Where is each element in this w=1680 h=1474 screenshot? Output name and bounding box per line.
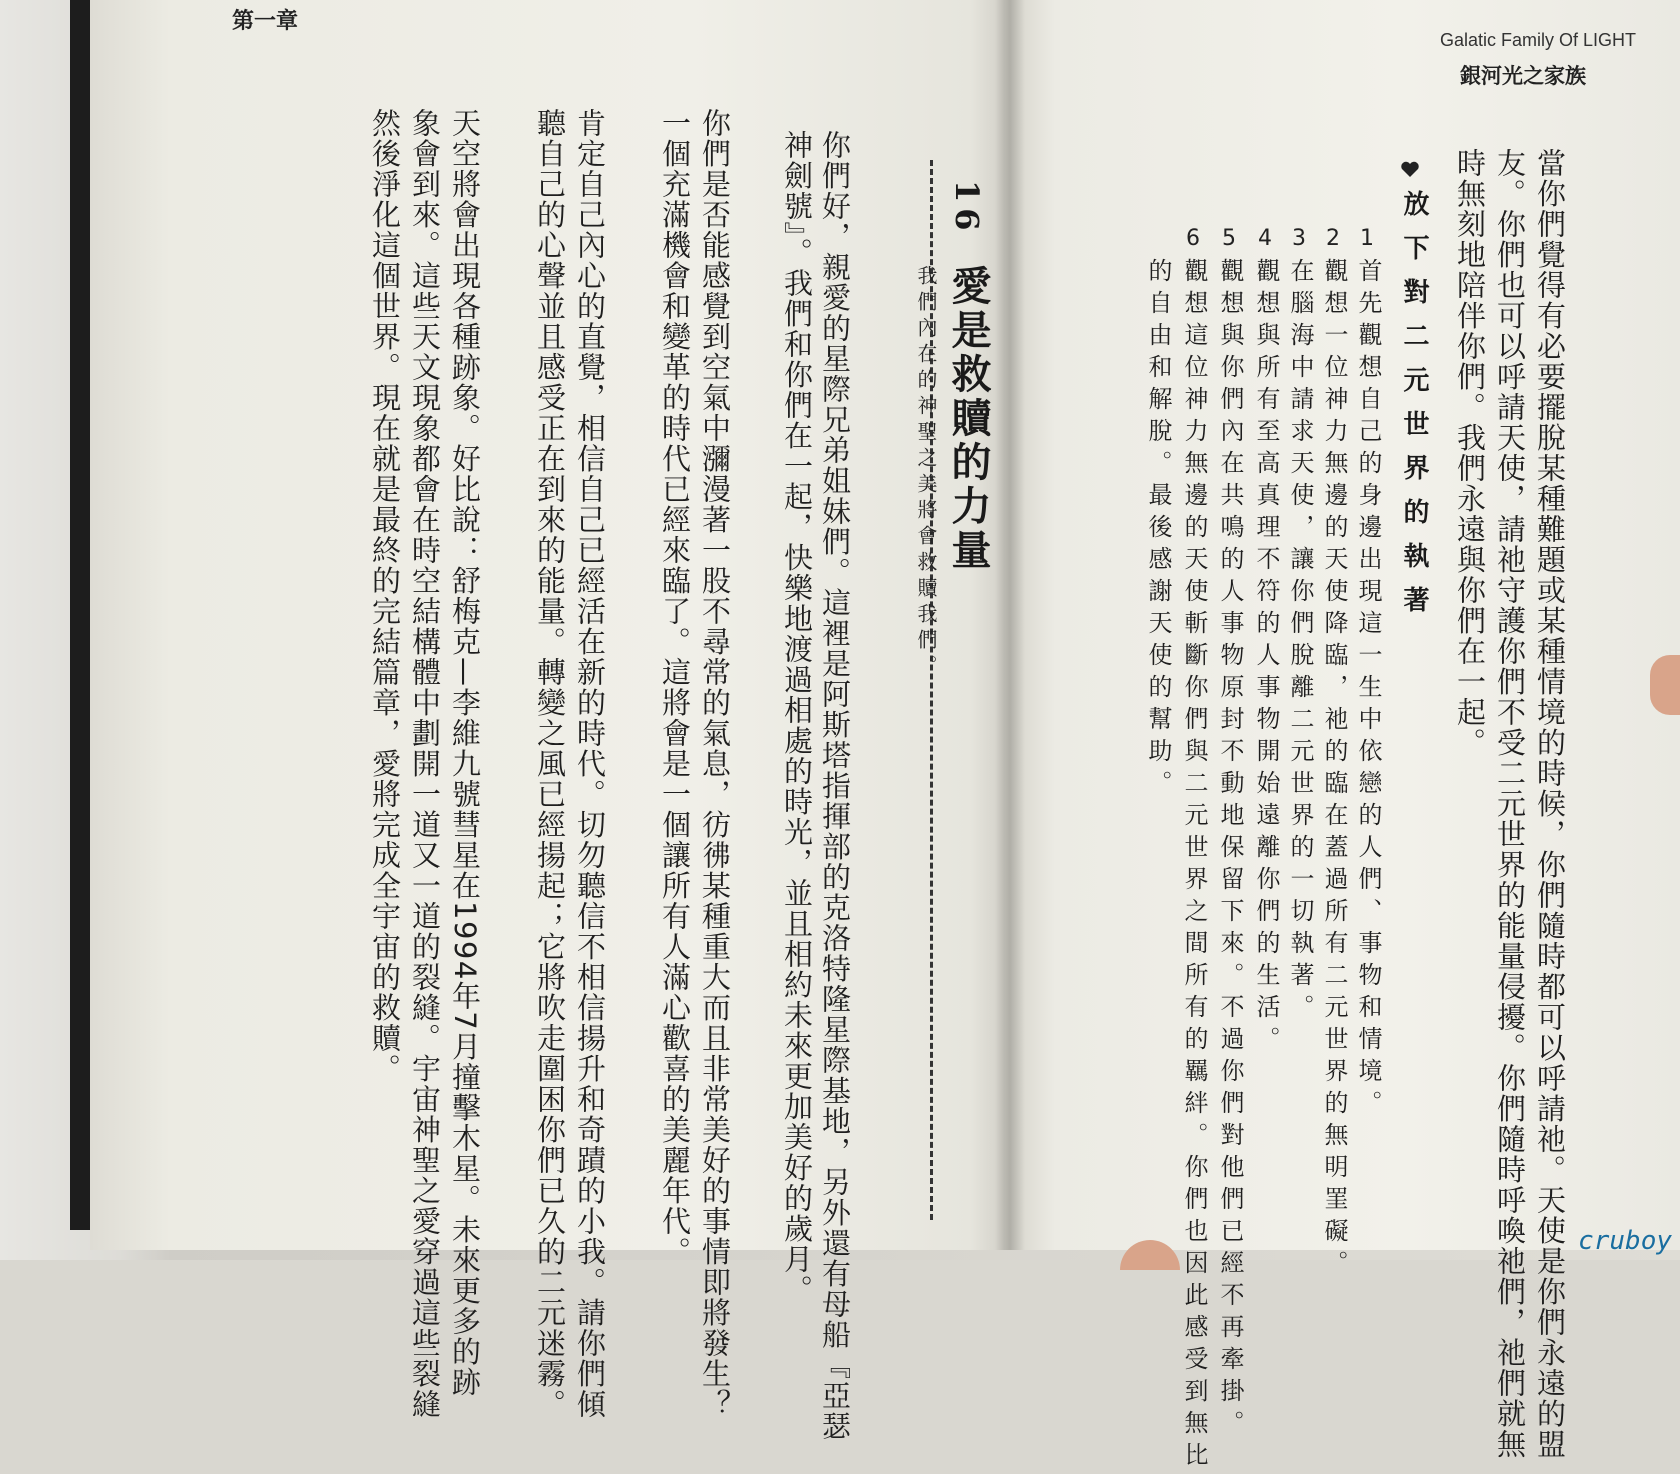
step-number-4: 4 <box>1258 226 1272 251</box>
body-column-5: 肯定自己內心的直覺，相信自己已經活在新的時代。切勿聽信不相信揚升和奇蹟的小我。請你們傾 <box>573 108 607 1420</box>
book-spread <box>90 0 1680 1250</box>
heart-icon <box>1400 160 1420 180</box>
body-column-1: 你們好，親愛的星際兄弟姐妹們。這裡是阿斯塔指揮部的克洛特隆星際基地，另外還有母船『亞瑟 <box>818 130 852 1442</box>
chapter-title: 愛是救贖的力量 <box>945 265 992 573</box>
chapter-subtitle: 我們內在的神聖之美將會救贖我們。 <box>914 265 938 681</box>
body-column-2: 神劍號』。我們和你們在一起，快樂地渡過相處的時光，並且相約未來更加美好的歲月。 <box>780 130 814 1305</box>
step-text-1: 首先觀想自己的身邊出現這一生中依戀的人們、事物和情境。 <box>1354 258 1382 1122</box>
step-number-2: 2 <box>1326 226 1340 251</box>
step-text-4: 觀想與所有至高真理不符的人事物開始遠離你們的生活。 <box>1252 258 1280 1058</box>
step-text-2: 觀想一位神力無邊的天使降臨，祂的臨在蓋過所有二元世界的無明罣礙。 <box>1320 258 1348 1282</box>
step-text-6: 觀想這位神力無邊的天使斬斷你們與二元世界之間所有的羈絆。你們也因此感受到無比 <box>1180 258 1208 1474</box>
body-column-7: 天空將會出現各種跡象。好比說：舒梅克—李維九號彗星在1994年7月撞擊木星。未來更多的跡 <box>448 108 482 1398</box>
book-cover-edge <box>70 0 92 1230</box>
section-heading: 放下對二元世界的執著 <box>1399 190 1429 630</box>
intro-column-3: 時無刻地陪伴你們。我們永遠與你們在一起。 <box>1453 148 1487 758</box>
step-number-5: 5 <box>1222 226 1236 251</box>
chapter-number: 16 <box>948 180 986 237</box>
thumb-right <box>1650 655 1680 715</box>
step-number-6: 6 <box>1186 226 1200 251</box>
watermark: cruboy <box>1578 1226 1672 1256</box>
step-number-3: 3 <box>1292 226 1306 251</box>
body-column-3: 你們是否能感覺到空氣中瀰漫著一股不尋常的氣息，彷彿某種重大而且非常美好的事情即將發生？ <box>698 108 732 1420</box>
left-page-header: 第一章 <box>232 8 299 34</box>
body-column-6: 聽自己的心聲並且感受正在到來的能量。轉變之風已經揚起；它將吹走圍困你們已久的二元迷霧。 <box>533 108 567 1420</box>
intro-column-1: 當你們覺得有必要擺脫某種難題或某種情境的時候，你們隨時都可以呼請祂。天使是你們永遠的盟 <box>1533 148 1567 1460</box>
step-text-6-continued: 的自由和解脫。最後感謝天使的幫助。 <box>1144 258 1172 802</box>
body-column-4: 一個充滿機會和變革的時代已經來臨了。這將會是一個讓所有人滿心歡喜的美麗年代。 <box>658 108 692 1267</box>
step-text-3: 在腦海中請求天使，讓你們脫離二元世界的一切執著。 <box>1286 258 1314 1026</box>
body-column-9: 然後淨化這個世界。現在就是最終的完結篇章，愛將完成全宇宙的救贖。 <box>368 108 402 1084</box>
right-page-header-chinese: 銀河光之家族 <box>1460 63 1586 88</box>
right-page-header-english: Galatic Family Of LIGHT <box>1440 30 1637 50</box>
book-gutter <box>995 0 1025 1250</box>
body-column-8: 象會到來。這些天文現象都會在時空結構體中劃開一道又一道的裂縫。宇宙神聖之愛穿過這些裂縫 <box>408 108 442 1420</box>
step-text-5: 觀想與你們內在共鳴的人事物原封不動地保留下來。不過你們對他們已經不再牽掛。 <box>1216 258 1244 1442</box>
intro-column-2: 友。你們也可以呼請天使，請祂守護你們不受二元世界的能量侵擾。你們隨時呼喚祂們，祂們就無 <box>1493 148 1527 1460</box>
step-number-1: 1 <box>1360 226 1374 251</box>
